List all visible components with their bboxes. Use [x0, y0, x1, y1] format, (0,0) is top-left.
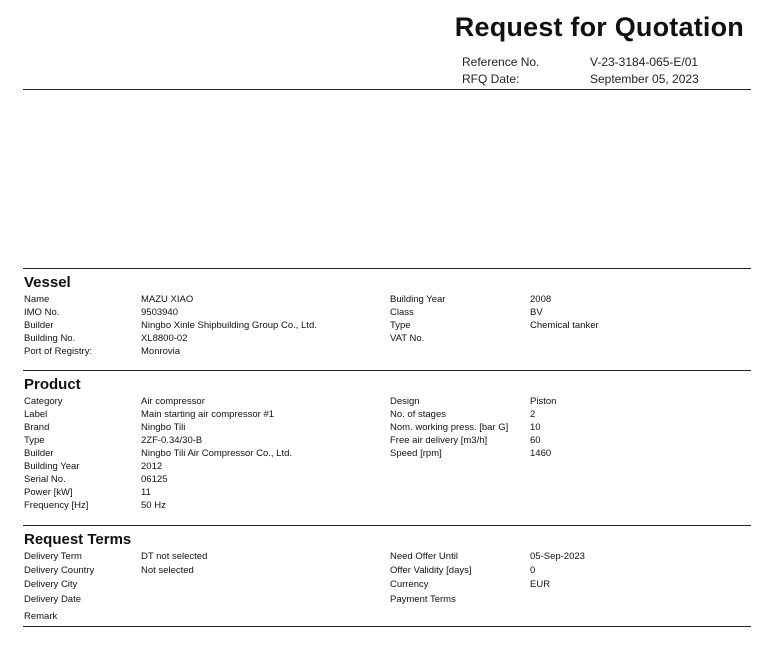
product-brand-label: Brand [24, 422, 50, 433]
product-stages-value: 2 [530, 409, 536, 420]
vessel-divider [23, 268, 751, 269]
vessel-builder-value: Ningbo Xinle Shipbuilding Group Co., Ltd. [141, 320, 317, 331]
product-design-value: Piston [530, 396, 557, 407]
remark-label: Remark [24, 611, 58, 622]
delivery-country-value: Not selected [141, 565, 194, 576]
vessel-builder-label: Builder [24, 320, 54, 331]
vessel-building-year-value: 2008 [530, 294, 552, 305]
product-power-value: 11 [141, 487, 151, 498]
product-power-label: Power [kW] [24, 487, 73, 498]
product-category-value: Air compressor [141, 396, 205, 407]
reference-label: Reference No. [462, 55, 540, 69]
terms-divider [23, 525, 751, 526]
product-category-label: Category [24, 396, 63, 407]
reference-row [0, 55, 763, 69]
product-stages-label: No. of stages [390, 409, 446, 420]
product-label-value: Main starting air compressor #1 [141, 409, 275, 420]
vessel-building-year-label: Building Year [390, 294, 446, 305]
currency-value: EUR [530, 579, 551, 590]
vessel-building-no-label: Building No. [24, 333, 76, 344]
product-building-year-label: Building Year [24, 461, 80, 472]
delivery-term-value: DT not selected [141, 551, 208, 562]
delivery-city-label: Delivery City [24, 579, 78, 590]
footer-divider [23, 626, 751, 627]
product-pressure-value: 10 [530, 422, 541, 433]
currency-label: Currency [390, 579, 429, 590]
document-title: Request for Quotation [454, 12, 744, 42]
vessel-section-title: Vessel [24, 274, 71, 291]
product-brand-value: Ningbo Tili [141, 422, 186, 433]
product-pressure-label: Nom. working press. [bar G] [390, 422, 509, 433]
rfq-date-label: RFQ Date: [462, 72, 520, 86]
vessel-port-value: Monrovia [141, 346, 181, 357]
product-frequency-value: 50 Hz [141, 500, 166, 511]
vessel-vat-label: VAT No. [390, 333, 425, 344]
product-section-title: Product [24, 376, 81, 393]
product-divider [23, 370, 751, 371]
payment-terms-label: Payment Terms [390, 594, 456, 605]
product-air-delivery-value: 60 [530, 435, 541, 446]
vessel-class-label: Class [390, 307, 414, 318]
reference-value: V-23-3184-065-E/01 [590, 55, 699, 69]
product-frequency-label: Frequency [Hz] [24, 500, 89, 511]
rfq-date-row [0, 72, 763, 86]
product-type-value: 2ZF-0.34/30-B [141, 435, 203, 446]
product-serial-label: Serial No. [24, 474, 66, 485]
product-label-label: Label [24, 409, 48, 420]
delivery-country-label: Delivery Country [24, 565, 95, 576]
rfq-date-value: September 05, 2023 [590, 72, 699, 86]
vessel-imo-value: 9503940 [141, 307, 178, 318]
need-offer-until-label: Need Offer Until [390, 551, 458, 562]
terms-section-title: Request Terms [24, 531, 132, 548]
vessel-imo-label: IMO No. [24, 307, 60, 318]
vessel-building-no-value: XL8800-02 [141, 333, 188, 344]
product-design-label: Design [390, 396, 420, 407]
vessel-port-label: Port of Registry: [24, 346, 93, 357]
need-offer-until-value: 05-Sep-2023 [530, 551, 585, 562]
product-builder-value: Ningbo Tili Air Compressor Co., Ltd. [141, 448, 293, 459]
offer-validity-label: Offer Validity [days] [390, 565, 472, 576]
delivery-date-label: Delivery Date [24, 594, 82, 605]
product-speed-value: 1460 [530, 448, 552, 459]
product-type-label: Type [24, 435, 45, 446]
vessel-type-label: Type [390, 320, 411, 331]
product-building-year-value: 2012 [141, 461, 163, 472]
vessel-type-value: Chemical tanker [530, 320, 599, 331]
offer-validity-value: 0 [530, 565, 536, 576]
product-speed-label: Speed [rpm] [390, 448, 442, 459]
vessel-name-label: Name [24, 294, 50, 305]
delivery-term-label: Delivery Term [24, 551, 82, 562]
header-divider [23, 89, 751, 90]
product-air-delivery-label: Free air delivery [m3/h] [390, 435, 488, 446]
vessel-name-value: MAZU XIAO [141, 294, 194, 305]
product-serial-value: 06125 [141, 474, 168, 485]
vessel-class-value: BV [530, 307, 543, 318]
product-builder-label: Builder [24, 448, 54, 459]
